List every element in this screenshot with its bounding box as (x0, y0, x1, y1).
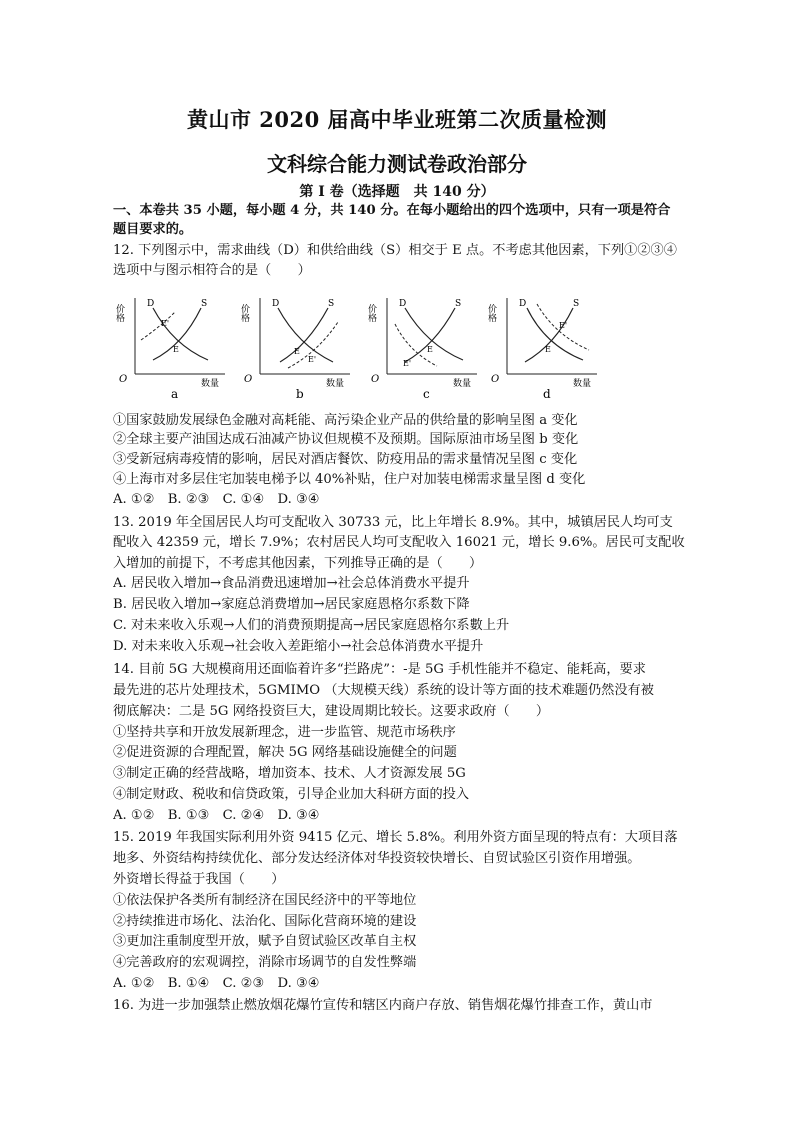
graph-a-e2: E' (161, 319, 170, 328)
graph-b (238, 290, 368, 402)
q12-item-3: ③受新冠病毒疫情的影响，居民对酒店餐饮、防疫用品的需求量情况呈图 c 变化 (113, 452, 578, 467)
q13-option-c: C. 对未来收入乐观→人们的消费预期提高→居民家庭恩格尔系數上升 (113, 618, 510, 633)
q12-item-2: ②全球主要产油国达成石油减产协议但规模不及预期。国际原油市场呈图 b 变化 (113, 432, 579, 447)
graph-c-xlabel: 数量 (453, 379, 472, 389)
graph-c-origin: O (371, 374, 380, 385)
graph-a (113, 290, 243, 402)
supply-demand-graphs (113, 290, 613, 402)
q14-stem-3: 彻底解决：二是 5G 网络投资巨大，建设周期比较长。这要求政府（ ） (113, 704, 550, 719)
q13-stem-1: 13. 2019 年全国居民人均可支配收入 30733 元，比上年增长 8.9%。其中，城镇居民人均可支 (113, 515, 673, 530)
q15-stem-3: 外资增长得益于我国（ ） (113, 872, 285, 887)
graph-b-d: D (272, 299, 280, 309)
graph-b-ylabel: 价格 (239, 304, 249, 322)
graph-d-label: d (543, 387, 551, 401)
graph-c-s: S (455, 299, 462, 309)
q15-item-2: ②持续推进市场化、法治化、国际化营商环境的建设 (113, 914, 417, 929)
graph-d-ylabel: 价格 (486, 304, 496, 322)
graph-a-s: S (201, 299, 208, 309)
q16-stem-1: 16. 为进一步加强禁止燃放烟花爆竹宣传和辖区内商户存放、销售烟花爆竹排查工作，黄山市 (113, 998, 653, 1013)
graph-b-e2: E' (308, 355, 317, 364)
graph-a-label: a (171, 387, 179, 401)
graph-d-xlabel: 数量 (573, 379, 592, 389)
graph-c-d: D (399, 299, 407, 309)
graph-d-origin: O (491, 374, 500, 385)
q14-item-3: ③制定正确的经营战略，增加资本、技术、人才资源发展 5G (113, 766, 466, 781)
q13-stem-2: 配收入 42359 元，增长 7.9%；农村居民人均可支配收入 16021 元，增长 9.6%。居民可支配收 (113, 535, 685, 550)
graph-b-e: E (294, 347, 300, 356)
graph-c (365, 290, 495, 402)
q15-item-1: ①依法保护各类所有制经济在国民经济中的平等地位 (113, 893, 417, 908)
q12-stem-1: 12. 下列图示中，需求曲线（D）和供给曲线（S）相交于 E 点。不考虑其他因素，下列①②③④ (113, 243, 677, 258)
instructions-line-2: 题目要求的。 (113, 222, 193, 237)
graph-c-label: c (423, 387, 430, 401)
q13-option-d: D. 对未来收入乐观→社会收入差距缩小→社会总体消费水平提升 (113, 639, 484, 654)
graph-c-ylabel: 价格 (366, 304, 376, 322)
instructions-line-1: 一、本卷共 35 小题，每小题 4 分，共 140 分。在每小题给出的四个选项中，只有一项是符合 (113, 203, 671, 218)
graph-d-s: S (573, 299, 580, 309)
graph-b-label: b (296, 387, 304, 401)
graph-c-e: E (427, 345, 433, 354)
q13-stem-3: 入增加的前提下，不考虑其他因素，下列推导正确的是（ ） (113, 556, 483, 571)
q14-item-4: ④制定财政、税收和信贷政策，引导企业加大科研方面的投入 (113, 787, 470, 802)
graph-a-e: E (173, 345, 179, 354)
exam-subtitle: 文科综合能力测试卷政治部分 (267, 152, 527, 176)
graph-b-xlabel: 数量 (326, 379, 345, 389)
graph-d-e2: E' (559, 321, 568, 330)
q13-option-b: B. 居民收入增加→家庭总消费增加→居民家庭恩格尔系数下降 (113, 597, 470, 612)
q15-item-3: ③更加注重制度型开放，赋予自贸试验区改革自主权 (113, 934, 417, 949)
q12-item-4: ④上海市对多层住宅加装电梯予以 40%补贴，住户对加装电梯需求量呈图 d 变化 (113, 472, 586, 487)
section-heading: 第 Ⅰ 卷（选择题 共 140 分） (299, 184, 495, 200)
q14-stem-1: 14. 目前 5G 大规模商用还面临着许多“拦路虎”：-是 5G 手机性能并不稳定、能耗高，要求 (113, 662, 646, 677)
q14-item-1: ①坚持共享和开放发展新理念，进一步监管、规范市场秩序 (113, 725, 456, 740)
graph-d-e: E (545, 345, 551, 354)
q14-options: A. ①② B. ①③ C. ②④ D. ③④ (113, 808, 320, 823)
graph-b-origin: O (244, 374, 253, 385)
graph-a-xlabel: 数量 (201, 379, 220, 389)
q15-item-4: ④完善政府的宏观调控，消除市场调节的自发性弊端 (113, 955, 417, 970)
q15-stem-2: 地多、外资结构持续优化、部分发达经济体对华投资较快增长、自贸试验区引资作用增强。 (113, 851, 641, 866)
q14-stem-2: 最先进的芯片处理技术，5GMIMO （大规模天线）系统的设计等方面的技术难题仍然没有被 (113, 683, 654, 698)
q12-stem-2: 选项中与图示相符合的是（ ） (113, 263, 311, 278)
graph-c-e2: E' (403, 359, 412, 368)
q15-options: A. ①② B. ①④ C. ②③ D. ③④ (113, 976, 320, 991)
graph-a-d: D (147, 299, 155, 309)
graph-d-d: D (519, 299, 527, 309)
graph-b-s: S (328, 299, 335, 309)
q12-options: A. ①② B. ②③ C. ①④ D. ③④ (113, 492, 320, 507)
q14-item-2: ②促进资源的合理配置，解决 5G 网络基础设施健全的问题 (113, 745, 457, 760)
exam-title: 黄山市 2020 届高中毕业班第二次质量检测 (186, 107, 608, 132)
graph-d (485, 290, 615, 402)
q12-item-1: ①国家鼓励发展绿色金融对高耗能、高污染企业产品的供给量的影响呈图 a 变化 (113, 413, 578, 428)
q13-option-a: A. 居民收入增加→食品消费迅速增加→社会总体消费水平提升 (113, 576, 470, 591)
graph-a-ylabel: 价格 (114, 304, 124, 322)
q15-stem-1: 15. 2019 年我国实际利用外资 9415 亿元、增长 5.8%。利用外资方面呈现的特点有：大项目落 (113, 830, 678, 845)
graph-a-origin: O (119, 374, 128, 385)
